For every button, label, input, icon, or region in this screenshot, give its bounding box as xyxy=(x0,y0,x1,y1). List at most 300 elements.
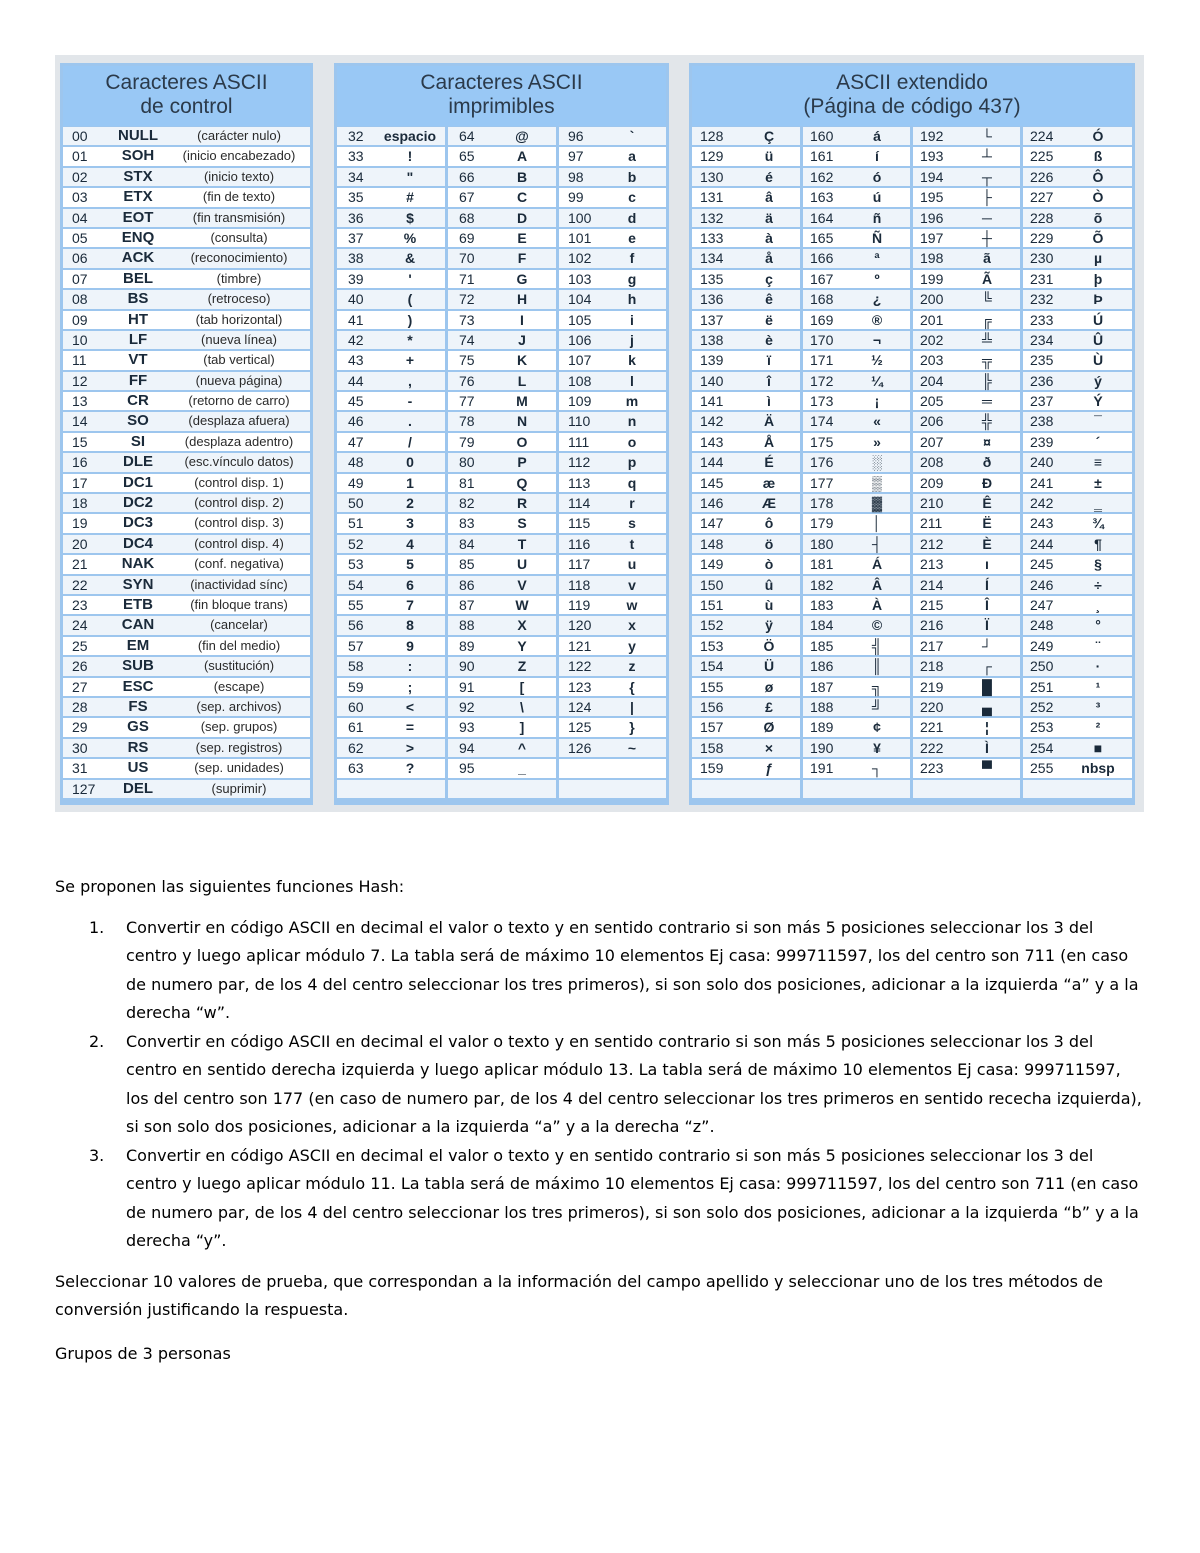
description-cell: (control disp. 3) xyxy=(194,515,284,531)
description-cell: (tab horizontal) xyxy=(195,311,283,327)
code-cell: 14 xyxy=(72,413,88,430)
table-row xyxy=(63,718,310,736)
code-cell: 85 xyxy=(459,556,475,573)
column-divider xyxy=(1020,127,1023,802)
code-cell: 91 xyxy=(459,678,475,695)
char-cell: ▓ xyxy=(871,495,883,512)
code-cell: 247 xyxy=(1030,596,1054,613)
code-cell: 115 xyxy=(568,515,591,532)
code-cell: 81 xyxy=(459,474,475,491)
code-cell: 121 xyxy=(568,637,592,654)
code-cell: 153 xyxy=(700,637,724,654)
code-cell: 88 xyxy=(459,617,475,634)
description-cell: (consulta) xyxy=(210,229,268,245)
code-cell: 239 xyxy=(1030,433,1054,450)
table-row xyxy=(63,474,310,492)
code-cell: 87 xyxy=(459,596,475,613)
description-cell: (cancelar) xyxy=(210,617,268,633)
char-cell: < xyxy=(405,698,415,715)
description-cell: (carácter nulo) xyxy=(197,128,281,143)
char-cell: Ë xyxy=(982,515,992,532)
code-cell: 149 xyxy=(700,556,724,573)
description-cell: (conf. negativa) xyxy=(194,556,284,572)
code-cell: 148 xyxy=(700,535,724,552)
description-cell: (fin bloque trans) xyxy=(190,596,288,612)
char-cell: À xyxy=(871,596,883,613)
char-cell: ▒ xyxy=(872,474,882,491)
code-cell: 208 xyxy=(920,454,944,471)
abbrev-cell: ENQ xyxy=(121,228,155,246)
abbrev-cell: SYN xyxy=(122,575,154,593)
code-cell: 69 xyxy=(459,229,475,246)
table-row xyxy=(63,331,310,349)
code-cell: 175 xyxy=(810,433,834,450)
code-cell: 109 xyxy=(568,393,592,410)
char-cell: G xyxy=(516,270,528,287)
abbrev-cell: BS xyxy=(127,290,149,308)
char-cell: ┌ xyxy=(982,658,992,675)
char-cell: Ü xyxy=(763,658,775,675)
code-cell: 12 xyxy=(72,372,88,389)
code-cell: 234 xyxy=(1030,331,1054,348)
code-cell: 38 xyxy=(348,250,364,267)
code-cell: 150 xyxy=(700,576,724,593)
code-cell: 103 xyxy=(568,270,592,287)
code-cell: 236 xyxy=(1030,372,1054,389)
code-cell: 08 xyxy=(72,291,88,308)
code-cell: 135 xyxy=(700,270,724,287)
code-cell: 190 xyxy=(810,739,834,756)
code-cell: 22 xyxy=(72,576,88,593)
code-cell: 84 xyxy=(459,535,475,552)
char-cell: { xyxy=(629,678,635,695)
code-cell: 51 xyxy=(348,515,364,532)
code-cell: 89 xyxy=(459,637,475,654)
code-cell: 242 xyxy=(1030,495,1054,512)
code-cell: 192 xyxy=(920,128,944,144)
code-cell: 46 xyxy=(348,413,364,430)
code-cell: 199 xyxy=(920,270,944,287)
code-cell: 70 xyxy=(459,250,475,267)
char-cell: ñ xyxy=(872,209,882,226)
code-cell: 144 xyxy=(700,454,724,471)
table-row xyxy=(63,229,310,247)
char-cell: » xyxy=(873,433,881,450)
code-cell: 131 xyxy=(700,189,724,206)
char-cell: M xyxy=(516,393,528,410)
code-cell: 122 xyxy=(568,658,592,675)
code-cell: 201 xyxy=(920,311,944,328)
code-cell: 92 xyxy=(459,698,475,715)
char-cell: ╗ xyxy=(872,678,882,695)
code-cell: 165 xyxy=(810,229,834,246)
table-row xyxy=(63,209,310,227)
abbrev-cell: NAK xyxy=(121,555,155,573)
char-cell: F xyxy=(517,250,527,267)
code-cell: 07 xyxy=(72,270,88,287)
code-cell: 73 xyxy=(459,311,475,328)
char-cell: f xyxy=(629,250,635,267)
code-cell: 126 xyxy=(568,739,592,756)
code-cell: 218 xyxy=(920,658,944,675)
list-item xyxy=(55,1142,1145,1256)
code-cell: 194 xyxy=(920,168,944,185)
control-title-line1: Caracteres ASCII xyxy=(105,71,268,94)
description-cell: (sep. registros) xyxy=(195,739,283,755)
code-cell: 03 xyxy=(72,189,88,206)
description-cell: (reconocimiento) xyxy=(190,250,288,266)
code-cell: 65 xyxy=(459,148,475,165)
code-cell: 240 xyxy=(1030,454,1054,471)
char-cell: z xyxy=(628,658,636,675)
char-cell: U xyxy=(516,556,528,573)
code-cell: 25 xyxy=(72,637,88,654)
code-cell: 107 xyxy=(568,352,592,369)
abbrev-cell: RS xyxy=(127,738,149,756)
code-cell: 244 xyxy=(1030,535,1054,552)
code-cell: 29 xyxy=(72,719,88,736)
code-cell: 228 xyxy=(1030,209,1054,226)
char-cell: Å xyxy=(763,433,775,450)
char-cell: ╣ xyxy=(872,637,882,654)
code-cell: 138 xyxy=(700,331,724,348)
code-cell: 186 xyxy=(810,658,834,675)
table-row xyxy=(337,412,666,430)
char-cell: ╚ xyxy=(982,291,992,308)
char-cell: « xyxy=(873,413,881,430)
code-cell: 210 xyxy=(920,495,944,512)
char-cell: ÷ xyxy=(1094,576,1102,593)
code-cell: 15 xyxy=(72,433,88,450)
description-cell: (sep. archivos) xyxy=(196,698,282,714)
code-cell: 191 xyxy=(810,760,834,777)
table-row xyxy=(63,249,310,267)
char-cell: ß xyxy=(1093,148,1103,165)
description-cell: (control disp. 4) xyxy=(194,535,284,551)
code-cell: 76 xyxy=(459,372,475,389)
table-row xyxy=(63,453,310,471)
code-cell: 36 xyxy=(348,209,364,226)
char-cell: ¹ xyxy=(1095,678,1101,695)
code-cell: 157 xyxy=(700,719,724,736)
groups-paragraph: Grupos de 3 personas xyxy=(55,1343,231,1363)
code-cell: 200 xyxy=(920,291,944,308)
code-cell: 43 xyxy=(348,352,364,369)
table-row xyxy=(337,718,666,736)
abbrev-cell: DC4 xyxy=(122,534,153,552)
char-cell: ? xyxy=(405,760,415,777)
char-cell: m xyxy=(625,393,639,410)
char-cell: ╩ xyxy=(982,331,992,348)
control-rows xyxy=(63,127,310,800)
abbrev-cell: DC1 xyxy=(122,473,153,491)
char-cell: ï xyxy=(767,352,771,369)
code-cell: 82 xyxy=(459,495,475,512)
code-cell: 254 xyxy=(1030,739,1054,756)
char-cell: ¿ xyxy=(872,291,882,308)
printable-characters-panel xyxy=(334,63,669,805)
code-cell: 183 xyxy=(810,596,834,613)
extended-title-line2: (Página de código 437) xyxy=(803,95,1021,118)
char-cell: á xyxy=(873,128,881,144)
char-cell: ¡ xyxy=(874,393,880,410)
code-cell: 211 xyxy=(920,515,943,532)
char-cell: ┐ xyxy=(872,760,882,777)
table-row xyxy=(63,392,310,410)
code-cell: 90 xyxy=(459,658,475,675)
code-cell: 83 xyxy=(459,515,475,532)
code-cell: 11 xyxy=(72,352,87,369)
code-cell: 172 xyxy=(810,372,834,389)
code-cell: 61 xyxy=(348,719,364,736)
code-cell: 127 xyxy=(72,780,96,797)
code-cell: 204 xyxy=(920,372,944,389)
code-cell: 63 xyxy=(348,760,364,777)
code-cell: 94 xyxy=(459,739,475,756)
code-cell: 178 xyxy=(810,495,834,512)
code-cell: 100 xyxy=(568,209,592,226)
code-cell: 77 xyxy=(459,393,475,410)
list-number: 1. xyxy=(89,917,105,937)
code-cell: 74 xyxy=(459,331,475,348)
table-row xyxy=(337,555,666,573)
char-cell: ø xyxy=(764,678,774,695)
char-cell: 0 xyxy=(406,454,414,471)
code-cell: 230 xyxy=(1030,250,1054,267)
char-cell: ¬ xyxy=(872,331,882,348)
code-cell: 68 xyxy=(459,209,475,226)
code-cell: 170 xyxy=(810,331,834,348)
code-cell: 112 xyxy=(568,454,591,471)
char-cell: ┘ xyxy=(982,637,992,654)
char-cell: Ñ xyxy=(871,229,883,246)
abbrev-cell: LF xyxy=(128,330,148,348)
code-cell: 28 xyxy=(72,698,88,715)
table-row xyxy=(337,616,666,634)
code-cell: 209 xyxy=(920,474,944,491)
char-cell: Ó xyxy=(1092,128,1104,144)
char-cell: ¥ xyxy=(873,739,881,756)
char-cell: ı xyxy=(985,556,989,573)
description-cell: (sustitución) xyxy=(203,658,275,674)
char-cell: Z xyxy=(517,658,527,675)
code-cell: 173 xyxy=(810,393,834,410)
code-cell: 72 xyxy=(459,291,475,308)
code-cell: 246 xyxy=(1030,576,1054,593)
char-cell: H xyxy=(516,291,528,308)
code-cell: 212 xyxy=(920,535,944,552)
table-row xyxy=(63,147,310,165)
char-cell: ö xyxy=(764,535,774,552)
abbrev-cell: STX xyxy=(123,167,153,185)
char-cell: ~ xyxy=(627,739,637,756)
char-cell: ▄ xyxy=(982,698,992,715)
description-cell: (timbre) xyxy=(216,270,262,286)
char-cell: x xyxy=(628,617,636,634)
char-cell: ┬ xyxy=(982,168,992,185)
char-cell: ä xyxy=(765,209,773,226)
code-cell: 233 xyxy=(1030,311,1054,328)
char-cell: × xyxy=(764,739,774,756)
code-cell: 151 xyxy=(700,596,724,613)
code-cell: 162 xyxy=(810,168,834,185)
char-cell: · xyxy=(1095,658,1101,675)
code-cell: 102 xyxy=(568,250,592,267)
code-cell: 198 xyxy=(920,250,944,267)
char-cell: ┴ xyxy=(982,148,992,165)
code-cell: 159 xyxy=(700,760,724,777)
char-cell: Î xyxy=(985,596,989,613)
printable-title-line2: imprimibles xyxy=(448,95,555,118)
code-cell: 79 xyxy=(459,433,475,450)
char-cell: ├ xyxy=(982,189,992,206)
char-cell: Â xyxy=(871,576,883,593)
char-cell: L xyxy=(517,372,527,389)
char-cell: Õ xyxy=(1092,229,1104,246)
code-cell: 24 xyxy=(72,617,88,634)
table-row xyxy=(63,290,310,308)
code-cell: 19 xyxy=(72,515,88,532)
table-row xyxy=(337,576,666,594)
char-cell: ü xyxy=(764,148,774,165)
code-cell: 134 xyxy=(700,250,724,267)
table-row xyxy=(63,351,310,369)
code-cell: 227 xyxy=(1030,189,1054,206)
description-cell: (tab vertical) xyxy=(203,352,275,368)
table-row xyxy=(63,678,310,696)
char-cell: ¸ xyxy=(1095,596,1101,613)
code-cell: 237 xyxy=(1030,393,1054,410)
char-cell: Ú xyxy=(1092,311,1104,328)
char-cell: Ö xyxy=(763,637,775,654)
char-cell: ╠ xyxy=(982,372,992,389)
code-cell: 255 xyxy=(1030,760,1054,777)
code-cell: 71 xyxy=(459,270,475,287)
code-cell: 118 xyxy=(568,576,591,593)
code-cell: 80 xyxy=(459,454,475,471)
code-cell: 136 xyxy=(700,291,724,308)
code-cell: 05 xyxy=(72,229,88,246)
code-cell: 55 xyxy=(348,596,364,613)
char-cell: 9 xyxy=(406,637,414,654)
code-cell: 105 xyxy=(568,311,592,328)
code-cell: 59 xyxy=(348,678,364,695)
code-cell: 180 xyxy=(810,535,834,552)
code-cell: 04 xyxy=(72,209,88,226)
char-cell: ð xyxy=(982,454,992,471)
char-cell: u xyxy=(627,556,637,573)
table-row xyxy=(337,392,666,410)
abbrev-cell: ESC xyxy=(122,677,154,695)
table-row xyxy=(337,596,666,614)
code-cell: 75 xyxy=(459,352,475,369)
code-cell: 195 xyxy=(920,189,944,206)
extended-panel-header xyxy=(692,66,1132,126)
char-cell: È xyxy=(982,535,992,552)
code-cell: 129 xyxy=(700,148,724,165)
char-cell: # xyxy=(406,189,414,206)
code-cell: 155 xyxy=(700,678,724,695)
char-cell: W xyxy=(515,596,529,613)
char-cell: . xyxy=(408,413,412,430)
code-cell: 146 xyxy=(700,495,724,512)
table-row xyxy=(63,494,310,512)
code-cell: 225 xyxy=(1030,148,1054,165)
char-cell: h xyxy=(627,291,637,308)
table-row xyxy=(63,188,310,206)
code-cell: 176 xyxy=(810,454,834,471)
char-cell: è xyxy=(765,331,773,348)
char-cell: D xyxy=(516,209,528,226)
char-cell: É xyxy=(764,454,774,471)
code-cell: 27 xyxy=(72,678,88,695)
code-cell: 35 xyxy=(348,189,364,206)
code-cell: 241 xyxy=(1030,474,1054,491)
char-cell: X xyxy=(517,617,527,634)
table-row xyxy=(337,270,666,288)
code-cell: 111 xyxy=(568,433,590,450)
char-cell: │ xyxy=(872,515,882,532)
table-row xyxy=(63,127,310,145)
char-cell: ê xyxy=(765,291,773,308)
char-cell: ³ xyxy=(1095,698,1101,715)
char-cell: E xyxy=(517,229,527,246)
code-cell: 232 xyxy=(1030,291,1054,308)
table-row xyxy=(337,453,666,471)
table-row xyxy=(63,576,310,594)
table-row xyxy=(337,209,666,227)
code-cell: 66 xyxy=(459,168,475,185)
code-cell: 229 xyxy=(1030,229,1054,246)
table-row xyxy=(63,759,310,777)
description-cell: (escape) xyxy=(213,678,265,694)
code-cell: 174 xyxy=(810,413,834,430)
code-cell: 145 xyxy=(700,474,724,491)
table-row xyxy=(63,168,310,186)
description-cell: (sep. unidades) xyxy=(194,760,284,776)
table-row xyxy=(337,494,666,512)
list-item xyxy=(55,1028,1145,1142)
code-cell: 108 xyxy=(568,372,592,389)
table-row xyxy=(63,270,310,288)
abbrev-cell: BEL xyxy=(123,269,153,287)
code-cell: 42 xyxy=(348,331,364,348)
char-cell: Ý xyxy=(1093,393,1103,410)
char-cell: £ xyxy=(765,698,773,715)
char-cell: n xyxy=(627,413,637,430)
char-cell: ¨ xyxy=(1095,637,1101,654)
char-cell: Ç xyxy=(763,128,775,144)
code-cell: 39 xyxy=(348,270,364,287)
description-cell: (control disp. 1) xyxy=(194,474,284,490)
code-cell: 250 xyxy=(1030,658,1054,675)
column-divider xyxy=(556,127,559,802)
char-cell: ─ xyxy=(982,209,992,226)
code-cell: 164 xyxy=(810,209,834,226)
table-row xyxy=(337,759,666,777)
description-cell: (fin del medio) xyxy=(197,637,281,653)
code-cell: 120 xyxy=(568,617,592,634)
abbrev-cell: SI xyxy=(130,432,146,450)
char-cell: + xyxy=(405,352,415,369)
code-cell: 152 xyxy=(700,617,724,634)
code-cell: 58 xyxy=(348,658,364,675)
code-cell: 163 xyxy=(810,189,834,206)
char-cell: Ô xyxy=(1092,168,1104,185)
code-cell: 140 xyxy=(700,372,724,389)
table-row xyxy=(337,372,666,390)
list-item xyxy=(55,914,1145,1028)
